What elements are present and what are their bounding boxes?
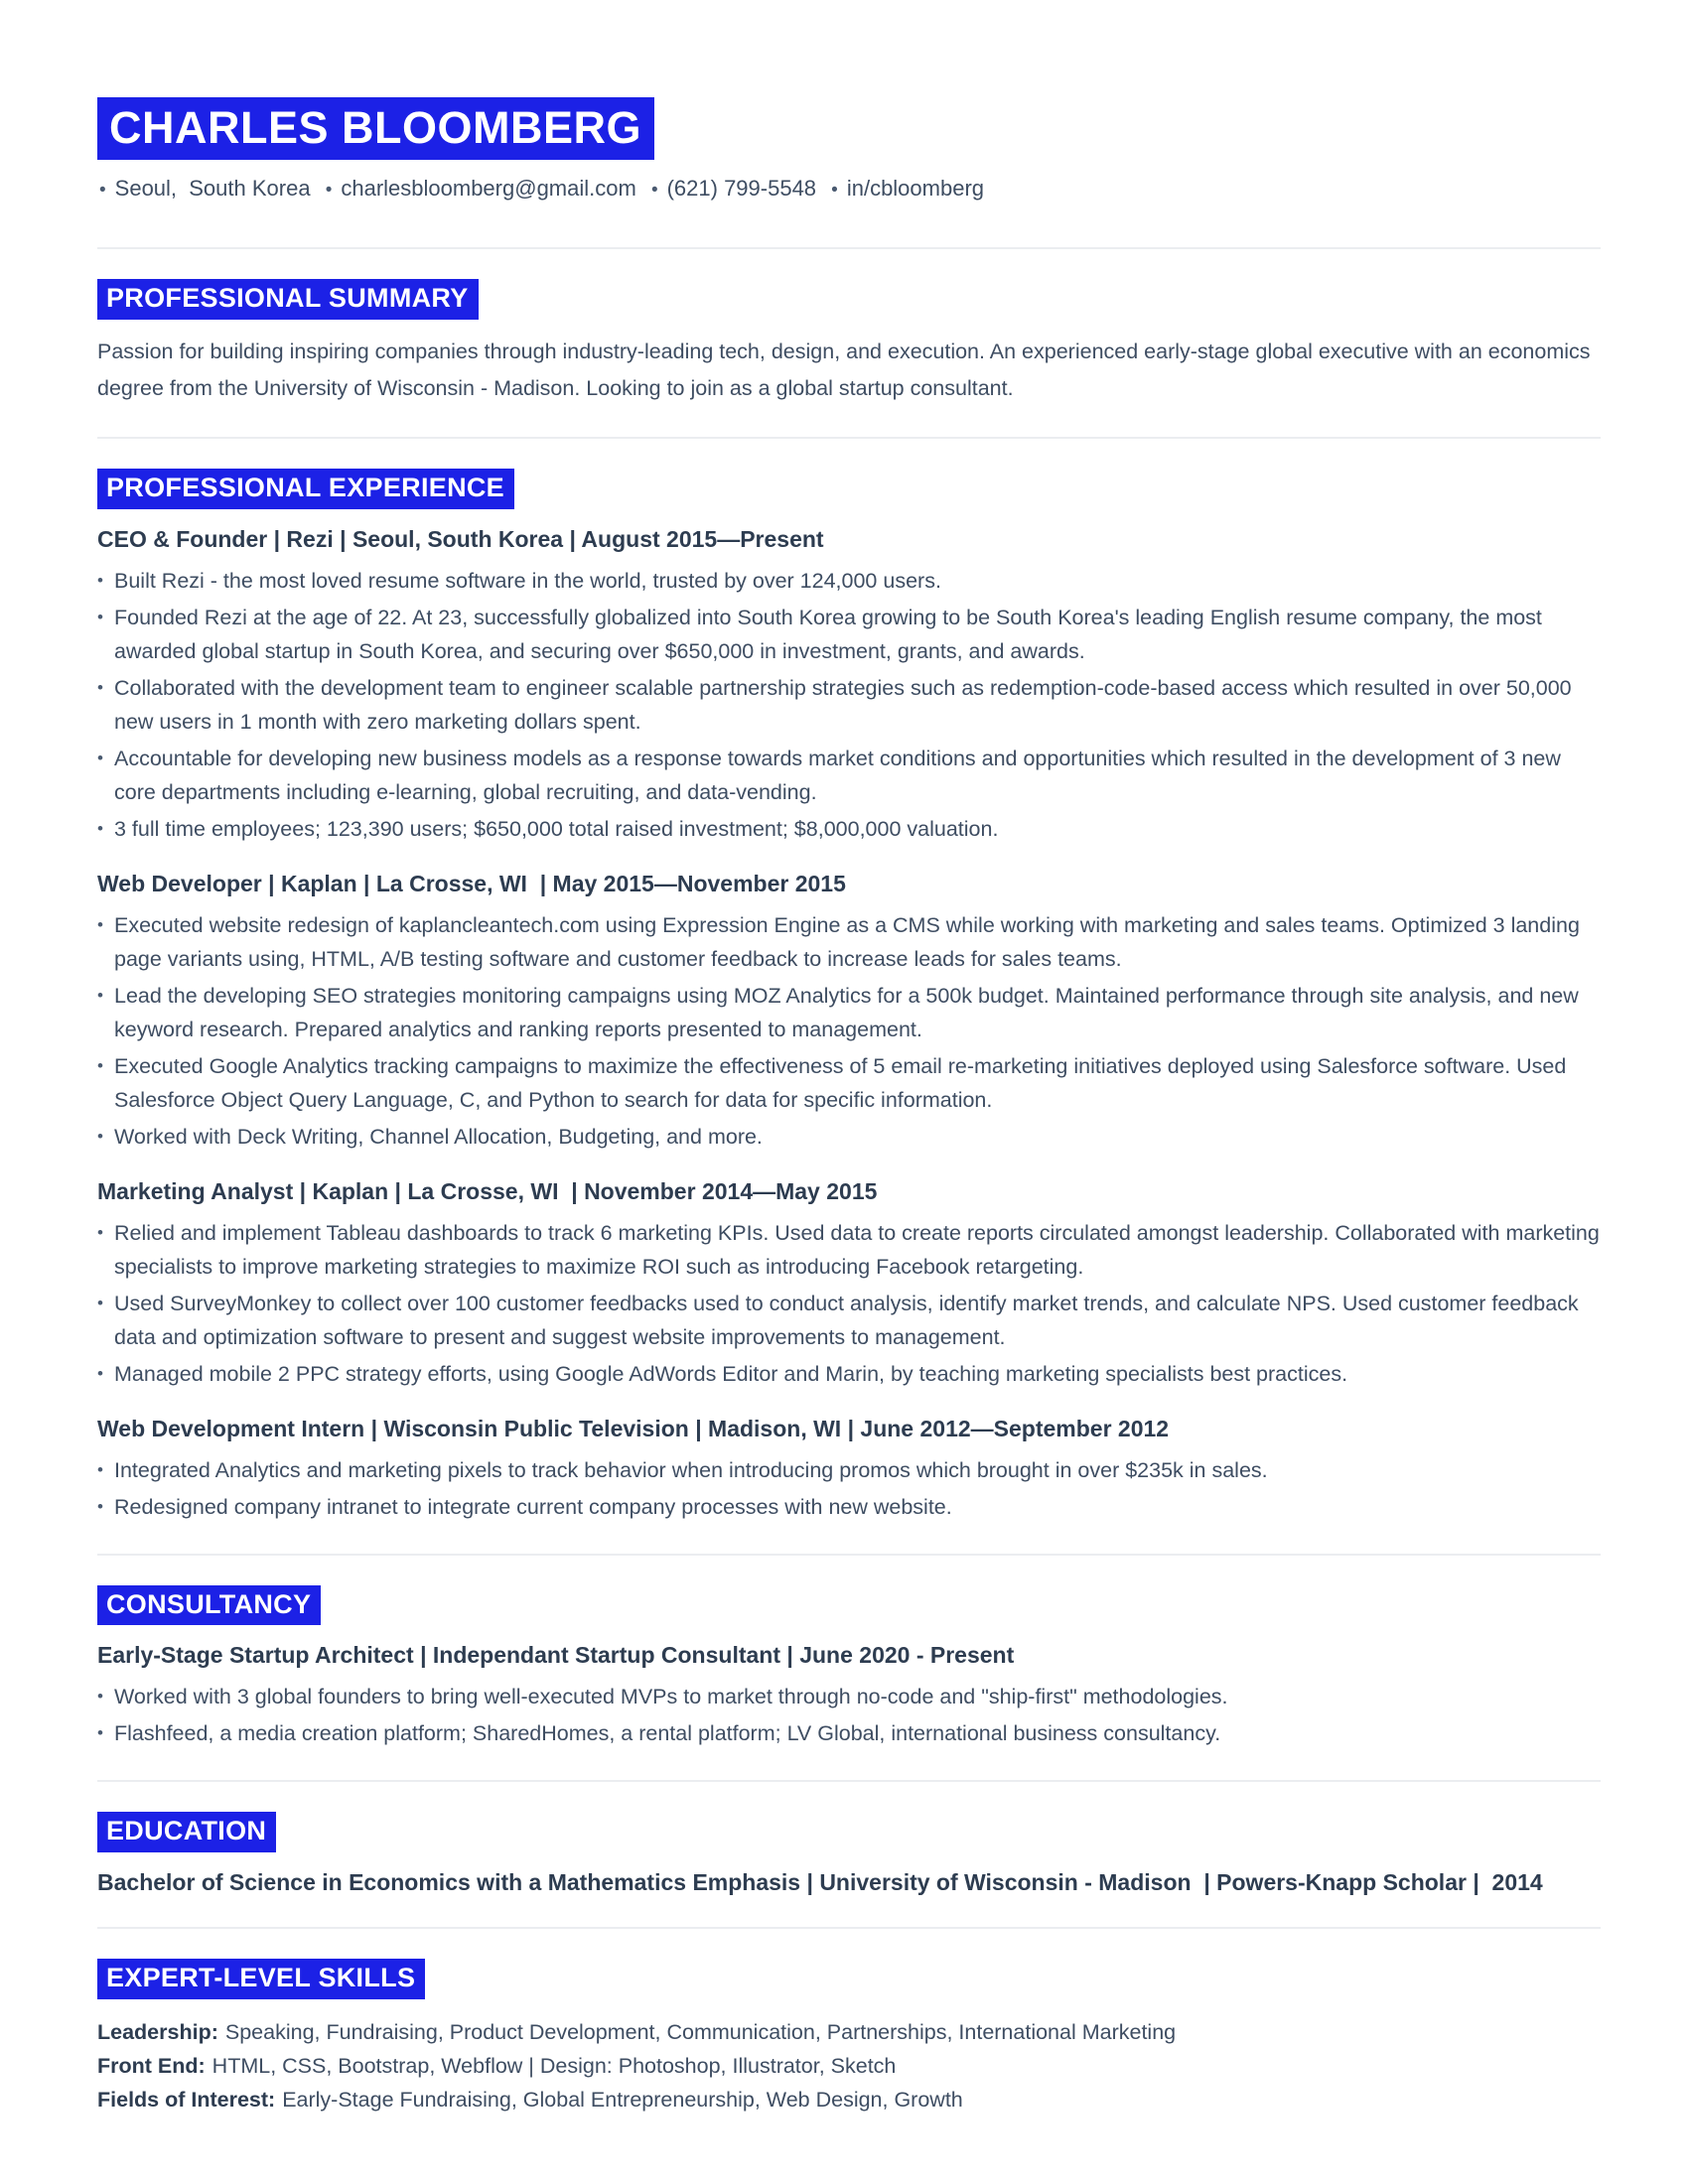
skills-list bbox=[97, 2015, 1601, 2116]
bullet-item bbox=[97, 1287, 1601, 1354]
section-title-education: EDUCATION bbox=[97, 1812, 276, 1852]
bullet-text: Redesigned company intranet to integrate current company processes with new website. bbox=[114, 1494, 952, 1519]
job-bullet-list bbox=[97, 1216, 1606, 1391]
job-bullet-list bbox=[97, 908, 1601, 1154]
bullet-item bbox=[97, 979, 1601, 1046]
section-education bbox=[97, 1812, 1601, 1897]
section-title-professional-experience: PROFESSIONAL EXPERIENCE bbox=[97, 469, 514, 509]
job-header: Marketing Analyst | Kaplan | La Crosse, WI | November 2014—May 2015 bbox=[97, 1177, 878, 1204]
bullet-dot-icon: • bbox=[97, 1293, 103, 1312]
section-expert-level-skills bbox=[97, 1959, 1601, 2116]
bullet-dot-icon: • bbox=[97, 1496, 103, 1516]
contact-phone: (621) 799-5548 bbox=[666, 176, 817, 202]
bullet-text: Executed website redesign of kaplancleantech.com using Expression Engine as a CMS while working with marketing and sales teams. Optimized 3 landing page variants using, HTML, A/B testing software and customer feedback to increase leads for sales teams. bbox=[114, 912, 1586, 971]
divider bbox=[97, 437, 1601, 439]
bullet-dot-icon: • bbox=[97, 985, 103, 1005]
bullet-dot-icon: • bbox=[97, 1126, 103, 1146]
job-marketing-analyst-kaplan bbox=[97, 1177, 1606, 1391]
bullet-dot-icon: • bbox=[97, 607, 103, 626]
divider bbox=[97, 247, 1601, 249]
skill-label: Leadership: bbox=[97, 2019, 218, 2044]
bullet-text: Flashfeed, a media creation platform; SharedHomes, a rental platform; LV Global, international business consultancy. bbox=[114, 1721, 1221, 1746]
job-bullet-list bbox=[97, 564, 1601, 846]
divider bbox=[97, 1780, 1601, 1782]
section-title-expert-level-skills: EXPERT-LEVEL SKILLS bbox=[97, 1959, 425, 1999]
bullet-item bbox=[97, 812, 1601, 846]
candidate-name: CHARLES BLOOMBERG bbox=[97, 97, 654, 160]
section-title-professional-summary: PROFESSIONAL SUMMARY bbox=[97, 279, 479, 320]
bullet-dot-icon: • bbox=[97, 1723, 103, 1743]
resume-header bbox=[97, 97, 1601, 204]
job-header: CEO & Founder | Rezi | Seoul, South Korea | August 2015—Present bbox=[97, 525, 824, 552]
education-line: Bachelor of Science in Economics with a Mathematics Emphasis | University of Wisconsin - Madison | Powers-Knapp Scholar | 2014 bbox=[97, 1869, 1543, 1895]
bullet-item bbox=[97, 671, 1601, 739]
bullet-item bbox=[97, 1453, 1601, 1487]
bullet-separator-icon: • bbox=[831, 180, 838, 202]
skill-text: Early-Stage Fundraising, Global Entrepreneurship, Web Design, Growth bbox=[282, 2087, 963, 2112]
bullet-item bbox=[97, 1216, 1606, 1284]
skill-text: HTML, CSS, Bootstrap, Webflow | Design: Photoshop, Illustrator, Sketch bbox=[211, 2053, 897, 2078]
bullet-dot-icon: • bbox=[97, 1459, 103, 1479]
bullet-item bbox=[97, 1680, 1601, 1713]
bullet-text: Collaborated with the development team to engineer scalable partnership strategies such as redemption-code-based access which resulted in over 50,000 new users in 1 month with zero marketing dollars spent. bbox=[114, 675, 1578, 734]
contact-line bbox=[97, 175, 1601, 204]
bullet-dot-icon: • bbox=[97, 1222, 103, 1242]
contact-email: charlesbloomberg@gmail.com bbox=[341, 176, 636, 202]
bullet-item bbox=[97, 1049, 1601, 1117]
bullet-text: Worked with 3 global founders to bring well-executed MVPs to market through no-code and "ship-first" methodologies. bbox=[114, 1685, 1228, 1709]
bullet-text: Used SurveyMonkey to collect over 100 customer feedbacks used to conduct analysis, identify market trends, and calculate NPS. Used customer feedback data and optimization software to present and suggest website improvements to management. bbox=[114, 1291, 1585, 1349]
divider bbox=[97, 1554, 1601, 1556]
bullet-dot-icon: • bbox=[97, 1687, 103, 1706]
skill-label: Fields of Interest: bbox=[97, 2087, 276, 2112]
bullet-item bbox=[97, 742, 1601, 809]
job-bullet-list bbox=[97, 1453, 1601, 1524]
job-early-stage-startup-architect bbox=[97, 1641, 1601, 1750]
bullet-text: Worked with Deck Writing, Channel Allocation, Budgeting, and more. bbox=[114, 1124, 763, 1149]
bullet-dot-icon: • bbox=[97, 1363, 103, 1383]
bullet-text: Lead the developing SEO strategies monitoring campaigns using MOZ Analytics for a 500k budget. Maintained performance through site analysis, and new keyword research. Prepared analytics and ranking reports presented to management. bbox=[114, 983, 1585, 1041]
bullet-dot-icon: • bbox=[97, 570, 103, 590]
job-web-development-intern-wpt bbox=[97, 1415, 1601, 1524]
bullet-dot-icon: • bbox=[97, 748, 103, 767]
job-bullet-list bbox=[97, 1680, 1601, 1750]
bullet-item bbox=[97, 1357, 1601, 1391]
bullet-item bbox=[97, 1120, 1601, 1154]
contact-location: Seoul, South Korea bbox=[114, 176, 311, 202]
skill-label: Front End: bbox=[97, 2053, 206, 2078]
divider bbox=[97, 1927, 1601, 1929]
bullet-text: Founded Rezi at the age of 22. At 23, successfully globalized into South Korea growing to be South Korea's leading English resume company, the most awarded global startup in South Korea, and securing over $650,000 in investment, grants, and awards. bbox=[114, 605, 1548, 663]
section-consultancy bbox=[97, 1585, 1601, 1751]
bullet-dot-icon: • bbox=[97, 1055, 103, 1075]
job-header: Early-Stage Startup Architect | Independant Startup Consultant | June 2020 - Present bbox=[97, 1642, 1015, 1669]
section-professional-summary bbox=[97, 279, 1601, 407]
job-web-developer-kaplan bbox=[97, 870, 1601, 1154]
job-ceo-founder-rezi bbox=[97, 525, 1601, 846]
bullet-separator-icon: • bbox=[99, 180, 106, 202]
bullet-item bbox=[97, 1490, 1601, 1524]
bullet-dot-icon: • bbox=[97, 914, 103, 934]
bullet-item bbox=[97, 908, 1601, 976]
skill-line-leadership bbox=[97, 2015, 1601, 2049]
bullet-text: Built Rezi - the most loved resume software in the world, trusted by over 124,000 users. bbox=[114, 568, 941, 593]
bullet-text: Managed mobile 2 PPC strategy efforts, using Google AdWords Editor and Marin, by teaching marketing specialists best practices. bbox=[114, 1361, 1348, 1386]
section-professional-experience bbox=[97, 469, 1606, 1524]
bullet-dot-icon: • bbox=[97, 677, 103, 697]
bullet-item bbox=[97, 564, 1601, 598]
bullet-text: 3 full time employees; 123,390 users; $650,000 total raised investment; $8,000,000 valuation. bbox=[114, 816, 999, 841]
bullet-dot-icon: • bbox=[97, 818, 103, 838]
job-header: Web Developer | Kaplan | La Crosse, WI | May 2015—November 2015 bbox=[97, 870, 846, 896]
bullet-text: Executed Google Analytics tracking campaigns to maximize the effectiveness of 5 email re-marketing initiatives deployed using Salesforce software. Used Salesforce Object Query Language, C, and Python to search for data for specific information. bbox=[114, 1053, 1573, 1112]
section-title-consultancy: CONSULTANCY bbox=[97, 1585, 321, 1626]
bullet-separator-icon: • bbox=[325, 180, 333, 202]
summary-text: Passion for building inspiring companies through industry-leading tech, design, and execution. An experienced early-stage global executive with an economics degree from the University of Wisconsin - Madison. Looking to join as a global startup consultant. bbox=[97, 339, 1597, 400]
skill-line-fields-of-interest bbox=[97, 2083, 1601, 2116]
bullet-item bbox=[97, 1716, 1601, 1750]
bullet-separator-icon: • bbox=[650, 180, 658, 202]
skill-line-front-end bbox=[97, 2049, 1601, 2083]
contact-linkedin: in/cbloomberg bbox=[846, 176, 985, 202]
bullet-text: Accountable for developing new business models as a response towards market conditions and opportunities which resulted in the development of 3 new core departments including e-learning, global recruiting, and data-vending. bbox=[114, 746, 1567, 804]
job-header: Web Development Intern | Wisconsin Public Television | Madison, WI | June 2012—September 2012 bbox=[97, 1415, 1170, 1441]
bullet-text: Integrated Analytics and marketing pixels to track behavior when introducing promos which brought in over $235k in sales. bbox=[114, 1457, 1268, 1482]
skill-text: Speaking, Fundraising, Product Development, Communication, Partnerships, International Marketing bbox=[224, 2019, 1177, 2044]
bullet-item bbox=[97, 601, 1601, 668]
bullet-text: Relied and implement Tableau dashboards to track 6 marketing KPIs. Used data to create reports circulated amongst leadership. Collaborated with marketing specialists to improve marketing strategies to maximize ROI such as introducing Facebook retargeting. bbox=[114, 1220, 1606, 1279]
